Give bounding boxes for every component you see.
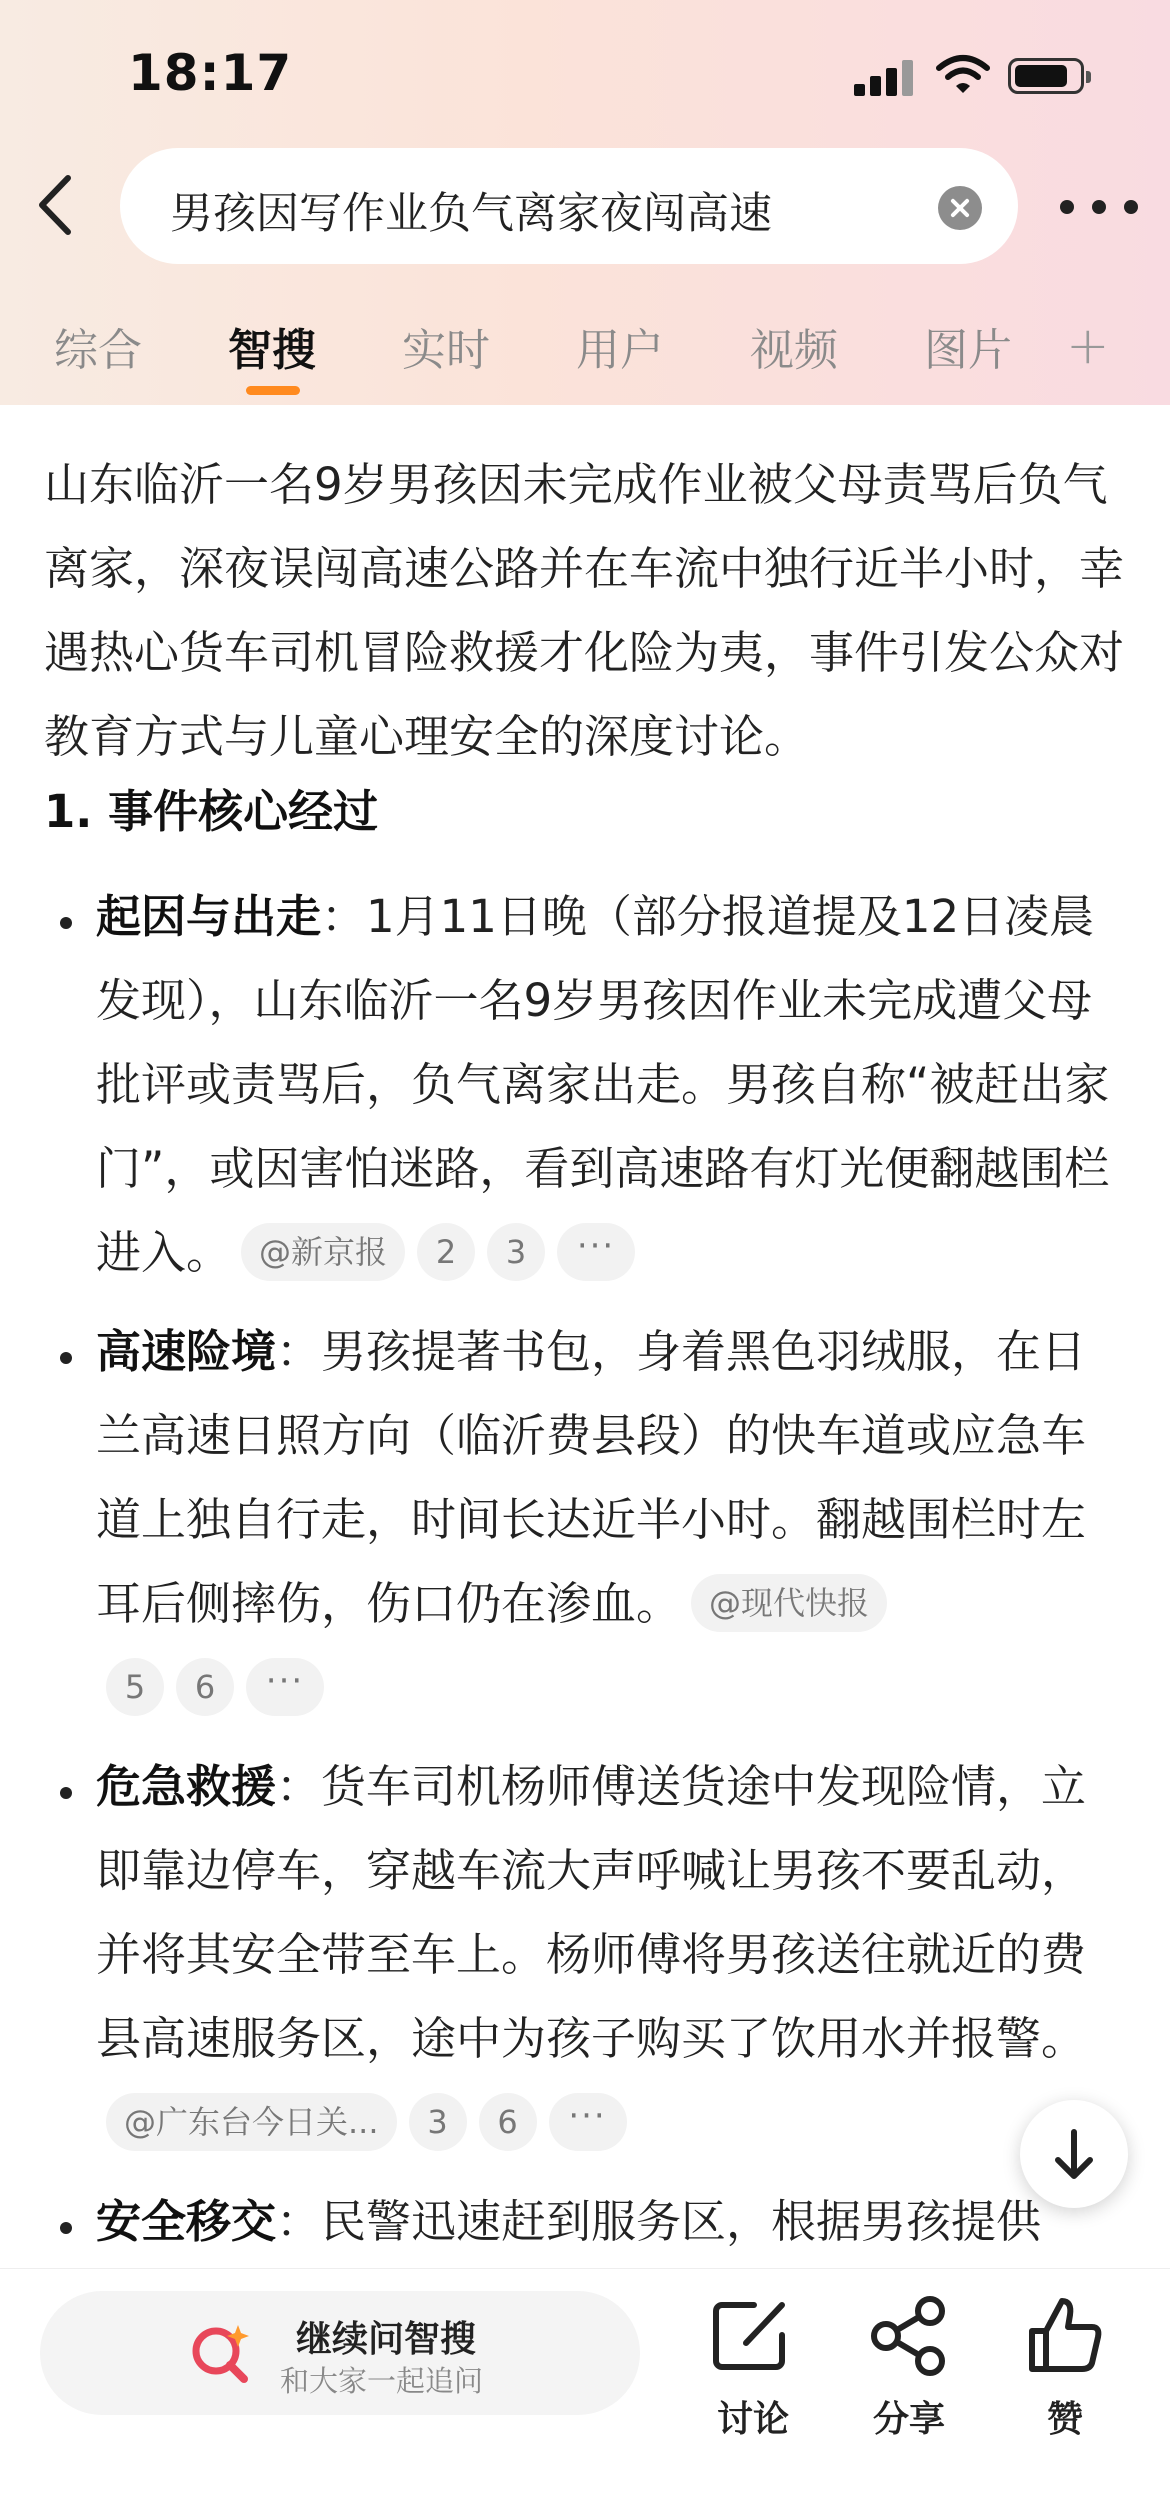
list-item [96,875,1126,1295]
bottom-action-bar [0,2268,1170,2493]
reference-badge[interactable]: 6 [176,1658,234,1716]
item-title: 高速险境 [96,1325,277,1378]
section-heading: 1. 事件核心经过 [44,785,379,838]
list-item [96,2180,1126,2264]
tab-videos[interactable]: 视频 [750,325,838,376]
search-input[interactable]: 男孩因写作业负气离家夜闯高速 [170,189,772,239]
battery-icon [1008,58,1084,94]
source-chip[interactable]: @广东台今日关... [106,2093,397,2151]
bullet-dot [60,1787,72,1799]
comment-button[interactable] [698,2291,808,2440]
item-title: 起因与出走 [96,890,322,943]
more-refs-button[interactable]: ··· [246,1658,324,1716]
answer-content [0,405,1170,2267]
cellular-signal-icon [854,58,916,96]
like-button[interactable] [1010,2291,1120,2440]
item-title: 危急救援 [96,1760,277,1813]
share-label: 分享 [872,2399,945,2440]
smart-search-icon [186,2319,258,2391]
more-refs-button[interactable]: ··· [557,1223,635,1281]
tab-users[interactable]: 用户 [576,325,664,376]
item-text: ：民警迅速赶到服务区，根据男孩提供 [276,2195,1042,2248]
wifi-icon [936,54,990,96]
tab-smart-search[interactable]: 智搜 [228,325,316,376]
tab-images[interactable]: 图片 [924,325,1012,376]
thumbs-up-icon [1010,2291,1120,2381]
clear-icon[interactable] [938,186,982,230]
back-arrow-icon[interactable] [30,170,80,240]
share-icon [854,2291,964,2381]
comment-label: 讨论 [716,2399,789,2440]
bullet-dot [60,917,72,929]
source-chip[interactable]: @现代快报 [691,1574,887,1632]
item-text: ：男孩提著书包，身着黑色羽绒服，在日兰高速日照方向（临沂费县段）的快车道或应急车道上独自行走，时间长达近半小时。翻越围栏时左耳后侧摔伤，伤口仍在渗血。 [96,1325,1087,1630]
item-text: ：1月11日晚（部分报道提及12日凌晨发现），山东临沂一名9岁男孩因作业未完成遭父母批评或责骂后，负气离家出走。男孩自称“被赶出家门”，或因害怕迷路，看到高速路有灯光便翻越围栏进入。 [96,890,1110,1279]
source-chip[interactable]: @新京报 [241,1223,405,1281]
edit-icon [698,2291,808,2381]
list-item [96,1745,1126,2165]
item-title: 安全移交 [96,2195,277,2248]
add-tab-icon[interactable]: + [1066,316,1110,376]
item-text: ：货车司机杨师傅送货途中发现险情，立即靠边停车，穿越车流大声呼喊让男孩不要乱动，并将其安全带至车上。杨师傅将男孩送往就近的费县高速服务区，途中为孩子购买了饮用水并报警。 [96,1760,1087,2065]
continue-ask-button[interactable] [40,2291,640,2415]
reference-badge[interactable]: 3 [409,2093,467,2151]
like-label: 赞 [1046,2399,1083,2440]
scroll-to-bottom-button[interactable] [1020,2100,1128,2208]
ask-subtitle: 和大家一起追问 [280,2364,484,2398]
bullet-dot [60,1352,72,1364]
reference-badge[interactable]: 6 [479,2093,537,2151]
list-item [96,1310,1126,1730]
more-icon[interactable] [1060,200,1144,216]
more-refs-button[interactable]: ··· [549,2093,627,2151]
summary-paragraph: 山东临沂一名9岁男孩因未完成作业被父母责骂后负气离家，深夜误闯高速公路并在车流中独行近半小时，幸遇热心货车司机冒险救援才化险为夷，事件引发公众对教育方式与儿童心理安全的深度讨论。 [44,458,1125,763]
bullet-dot [60,2222,72,2234]
search-bar[interactable] [120,148,1018,264]
reference-badge[interactable]: 2 [417,1223,475,1281]
active-tab-indicator [246,386,300,395]
share-button[interactable] [854,2291,964,2440]
reference-badge[interactable]: 5 [106,1658,164,1716]
status-bar [0,0,1170,150]
tab-bar [0,300,1170,400]
status-time: 18:17 [128,44,293,102]
arrow-down-icon [1020,2100,1128,2208]
ask-title: 继续问智搜 [296,2319,477,2360]
tab-realtime[interactable]: 实时 [402,325,490,376]
tab-comprehensive[interactable]: 综合 [54,325,142,376]
reference-badge[interactable]: 3 [487,1223,545,1281]
